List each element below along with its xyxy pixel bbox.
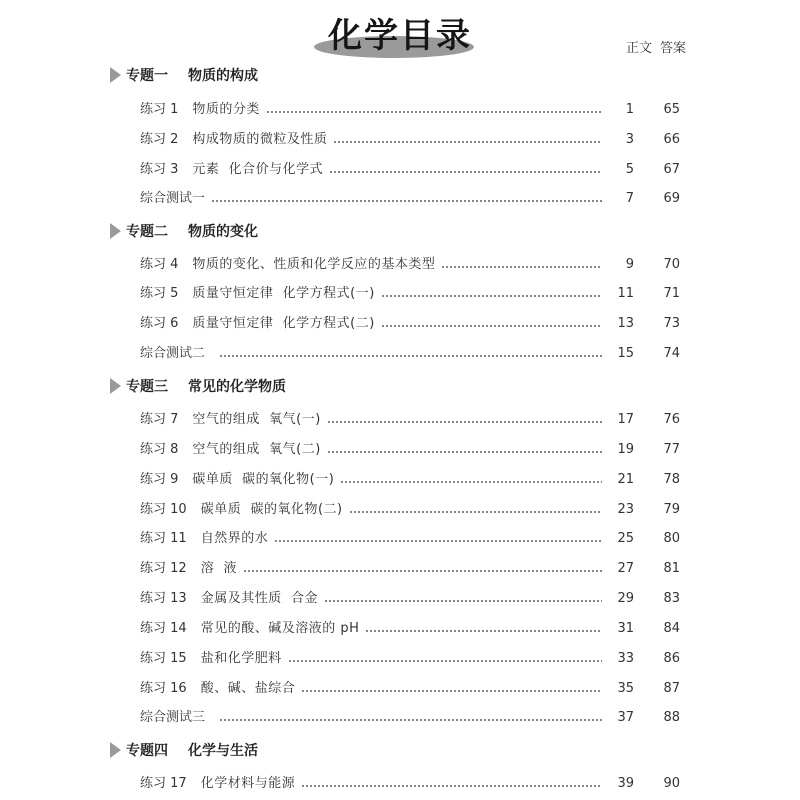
page-number: 11 xyxy=(617,286,634,301)
dot-leader xyxy=(327,421,602,423)
column-header-answer: 答案 xyxy=(659,41,686,56)
exercise-title: 物质的变化、性质和化学反应的基本类型 xyxy=(192,257,436,272)
section-heading xyxy=(110,741,258,761)
section-heading xyxy=(110,66,258,86)
page-number: 17 xyxy=(617,412,634,427)
exercise-code: 练习 9 xyxy=(140,472,179,487)
exercise-code: 练习 8 xyxy=(140,442,179,457)
answer-page-number: 65 xyxy=(663,102,680,117)
exercise-code: 练习 17 xyxy=(140,776,187,791)
page-number: 9 xyxy=(625,257,634,272)
page-number: 5 xyxy=(625,162,634,177)
answer-page-number: 74 xyxy=(663,346,680,361)
exercise-code: 练习 16 xyxy=(140,681,187,696)
toc-row[interactable] xyxy=(140,708,680,728)
triangle-icon xyxy=(110,378,121,394)
section-code: 专题三 xyxy=(126,379,168,395)
exercise-code: 练习 12 xyxy=(140,561,187,576)
page-number: 15 xyxy=(617,346,634,361)
answer-page-number: 73 xyxy=(663,316,680,331)
answer-page-number: 70 xyxy=(663,257,680,272)
answer-page-number: 78 xyxy=(663,472,680,487)
answer-page-number: 66 xyxy=(663,132,680,147)
exercise-code: 练习 1 xyxy=(140,102,179,117)
exercise-title: 自然界的水 xyxy=(200,531,269,546)
triangle-icon xyxy=(110,67,121,83)
exercise-title: 质量守恒定律 化学方程式(一) xyxy=(192,286,375,301)
page-number: 1 xyxy=(625,102,634,117)
exercise-title: 空气的组成 氧气(二) xyxy=(192,442,321,457)
page-number: 33 xyxy=(617,651,634,666)
exercise-code: 练习 3 xyxy=(140,162,179,177)
dot-leader xyxy=(365,630,602,632)
answer-page-number: 87 xyxy=(663,681,680,696)
dot-leader xyxy=(333,141,602,143)
answer-page-number: 77 xyxy=(663,442,680,457)
dot-leader xyxy=(288,660,602,662)
section-code: 专题二 xyxy=(126,224,168,240)
exercise-code: 练习 10 xyxy=(140,502,187,517)
section-name: 常见的化学物质 xyxy=(188,379,286,395)
column-headers xyxy=(626,37,686,56)
section-code: 专题一 xyxy=(126,68,168,84)
exercise-code: 练习 2 xyxy=(140,132,179,147)
page-number: 25 xyxy=(617,531,634,546)
answer-page-number: 76 xyxy=(663,412,680,427)
dot-leader xyxy=(329,171,602,173)
dot-leader xyxy=(219,719,602,721)
page-number: 39 xyxy=(617,776,634,791)
toc-row[interactable] xyxy=(140,619,680,639)
dot-leader xyxy=(340,481,602,483)
dot-leader xyxy=(274,540,602,542)
toc-row[interactable] xyxy=(140,344,680,364)
section-heading xyxy=(110,222,258,242)
answer-page-number: 71 xyxy=(663,286,680,301)
toc-row[interactable] xyxy=(140,100,680,120)
exercise-title: 金属及其性质 合金 xyxy=(200,591,318,606)
exercise-title: 质量守恒定律 化学方程式(二) xyxy=(192,316,375,331)
toc-row[interactable] xyxy=(140,679,680,699)
toc-row[interactable] xyxy=(140,500,680,520)
toc-row[interactable] xyxy=(140,440,680,460)
answer-page-number: 90 xyxy=(663,776,680,791)
page-number: 19 xyxy=(617,442,634,457)
exercise-code: 综合测试二 xyxy=(140,346,206,361)
dot-leader xyxy=(211,200,602,202)
exercise-code: 练习 5 xyxy=(140,286,179,301)
triangle-icon xyxy=(110,223,121,239)
section-code: 专题四 xyxy=(126,743,168,759)
page-number: 29 xyxy=(617,591,634,606)
section-heading xyxy=(110,377,286,397)
page-number: 31 xyxy=(617,621,634,636)
page-number: 3 xyxy=(625,132,634,147)
section-name: 物质的构成 xyxy=(188,68,258,84)
toc-row[interactable] xyxy=(140,314,680,334)
answer-page-number: 83 xyxy=(663,591,680,606)
exercise-code: 练习 7 xyxy=(140,412,179,427)
dot-leader xyxy=(301,690,602,692)
toc-row[interactable] xyxy=(140,130,680,150)
page-title: 化学目录 xyxy=(328,16,472,56)
exercise-title: 碳单质 碳的氧化物(二) xyxy=(200,502,343,517)
exercise-code: 练习 11 xyxy=(140,531,187,546)
exercise-code: 练习 13 xyxy=(140,591,187,606)
exercise-code: 综合测试一 xyxy=(140,191,206,206)
exercise-title: 盐和化学肥料 xyxy=(200,651,282,666)
exercise-title: 元素 化合价与化学式 xyxy=(192,162,324,177)
triangle-icon xyxy=(110,742,121,758)
exercise-title: 碳单质 碳的氧化物(一) xyxy=(192,472,335,487)
dot-leader xyxy=(324,600,602,602)
answer-page-number: 67 xyxy=(663,162,680,177)
exercise-code: 练习 15 xyxy=(140,651,187,666)
toc-row[interactable] xyxy=(140,284,680,304)
answer-page-number: 69 xyxy=(663,191,680,206)
page-number: 27 xyxy=(617,561,634,576)
answer-page-number: 84 xyxy=(663,621,680,636)
answer-page-number: 79 xyxy=(663,502,680,517)
exercise-code: 练习 14 xyxy=(140,621,187,636)
exercise-title: 常见的酸、碱及溶液的 pH xyxy=(200,621,360,636)
answer-page-number: 81 xyxy=(663,561,680,576)
page-number: 13 xyxy=(617,316,634,331)
answer-page-number: 86 xyxy=(663,651,680,666)
column-header-main: 正文 xyxy=(625,41,652,56)
dot-leader xyxy=(349,511,602,513)
exercise-title: 空气的组成 氧气(一) xyxy=(192,412,321,427)
toc-row[interactable] xyxy=(140,589,680,609)
toc-row[interactable] xyxy=(140,160,680,180)
toc-row[interactable] xyxy=(140,529,680,549)
toc-row[interactable] xyxy=(140,774,680,794)
dot-leader xyxy=(327,451,602,453)
toc-row[interactable] xyxy=(140,470,680,490)
page-number: 7 xyxy=(625,191,634,206)
dot-leader xyxy=(301,785,602,787)
exercise-title: 物质的分类 xyxy=(192,102,260,117)
exercise-code: 练习 6 xyxy=(140,316,179,331)
toc-row[interactable] xyxy=(140,649,680,669)
answer-page-number: 80 xyxy=(663,531,680,546)
exercise-title: 酸、碱、盐综合 xyxy=(200,681,296,696)
dot-leader xyxy=(381,325,602,327)
page-number: 23 xyxy=(617,502,634,517)
dot-leader xyxy=(219,355,602,357)
exercise-code: 综合测试三 xyxy=(140,710,206,725)
exercise-title: 构成物质的微粒及性质 xyxy=(192,132,328,147)
answer-page-number: 88 xyxy=(663,710,680,725)
toc-row[interactable] xyxy=(140,410,680,430)
toc-row[interactable] xyxy=(140,255,680,275)
page-number: 21 xyxy=(617,472,634,487)
dot-leader xyxy=(381,295,602,297)
dot-leader xyxy=(266,111,602,113)
toc-row[interactable] xyxy=(140,189,680,209)
exercise-title: 溶 液 xyxy=(200,561,237,576)
dot-leader xyxy=(243,570,602,572)
page-number: 37 xyxy=(617,710,634,725)
section-name: 物质的变化 xyxy=(188,224,258,240)
dot-leader xyxy=(441,266,602,268)
page-number: 35 xyxy=(617,681,634,696)
exercise-title: 化学材料与能源 xyxy=(200,776,296,791)
toc-row[interactable] xyxy=(140,559,680,579)
section-name: 化学与生活 xyxy=(188,743,258,759)
exercise-code: 练习 4 xyxy=(140,257,179,272)
